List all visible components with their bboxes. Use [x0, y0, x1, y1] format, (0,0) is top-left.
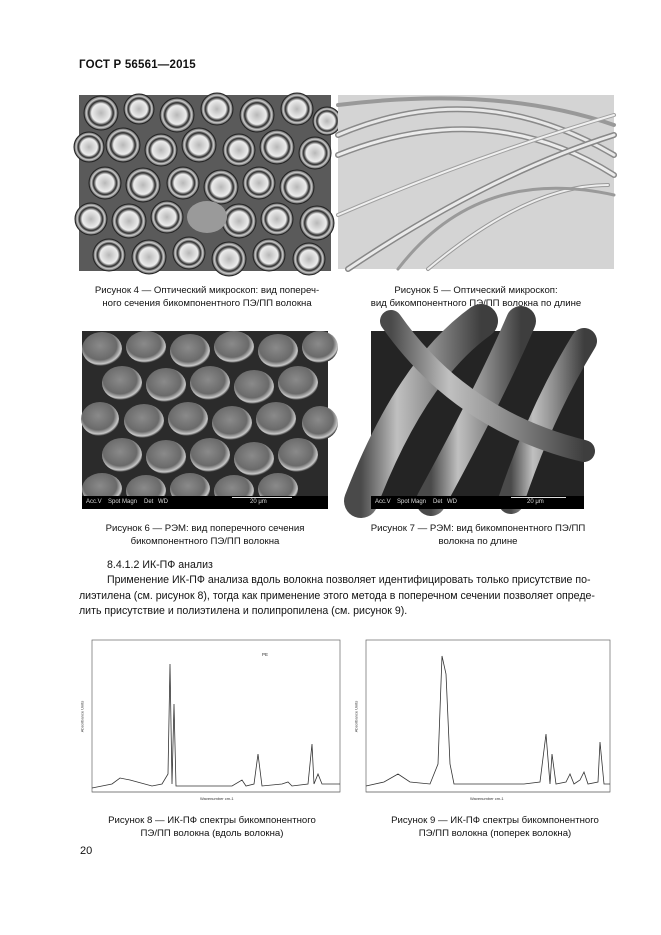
- sem-det-label: Det: [433, 499, 443, 505]
- body-line: лить присутствие и полиэтилена и полипропилена (см. рисунок 9).: [79, 605, 408, 617]
- body-line: Применение ИК-ПФ анализа вдоль волокна позволяет идентифицировать только присутствие по-: [107, 574, 591, 586]
- figure-6-image: [82, 331, 328, 509]
- sem-spot-label: Spot Magn: [108, 499, 138, 505]
- caption-line: Рисунок 5 — Оптический микроскоп:: [394, 285, 558, 296]
- body-line: лиэтилена (см. рисунок 8), тогда как применение этого метода в поперечном сечении позволяет опреде-: [79, 589, 595, 602]
- sem-wd-label: WD: [158, 499, 168, 505]
- figure-4-image: [79, 95, 331, 271]
- caption-line: Рисунок 9 — ИК-ПФ спектры бикомпонентного: [391, 815, 599, 826]
- caption-line: волокна по длине: [438, 536, 518, 547]
- figure-8-caption: [88, 814, 336, 840]
- caption-line: бикомпонентного ПЭ/ПП волокна: [130, 536, 280, 547]
- section-heading: 8.4.1.2 ИК-ПФ анализ: [107, 559, 213, 571]
- spectrum-x-axis-label: Wavenumber cm-1: [200, 796, 234, 801]
- ir-spectrum-chart: [354, 634, 616, 806]
- caption-line: Рисунок 7 — РЭМ: вид бикомпонентного ПЭ/ПП: [370, 523, 586, 534]
- ir-spectrum-chart: [82, 634, 344, 806]
- micrograph-fiber-length: [338, 95, 614, 269]
- caption-line: Рисунок 4 — Оптический микроскоп: вид попереч-: [94, 285, 320, 296]
- figure-7-caption: [360, 522, 596, 548]
- section-body: [79, 573, 619, 620]
- figure-8-spectrum: [79, 634, 344, 806]
- sem-accv-label: Acc.V: [86, 499, 102, 505]
- figure-9-spectrum: [354, 634, 616, 806]
- document-header: ГОСТ Р 56561—2015: [79, 59, 196, 71]
- figure-5-image: [338, 95, 614, 269]
- sem-accv-label: Acc.V: [375, 499, 391, 505]
- figure-9-caption: [370, 814, 620, 840]
- sem-wd-label: WD: [447, 499, 457, 505]
- spectrum-legend: PE: [262, 652, 269, 657]
- sem-scale-bar: [232, 497, 292, 498]
- caption-line: ПЭ/ПП волокна (поперек волокна): [418, 828, 572, 839]
- sem-scale-label: 20 μm: [250, 499, 267, 505]
- sem-det-label: Det: [144, 499, 154, 505]
- sem-fiber-length: [371, 331, 584, 496]
- figure-4-caption: [79, 284, 335, 310]
- sem-info-bar: [371, 496, 584, 509]
- spectrum-y-axis-label: Absorbance Units: [79, 700, 85, 733]
- caption-line: ПЭ/ПП волокна (вдоль волокна): [140, 828, 284, 839]
- figure-6-caption: [79, 522, 331, 548]
- micrograph-cross-section: [79, 95, 331, 271]
- sem-info-bar: [82, 496, 328, 509]
- caption-line: Рисунок 8 — ИК-ПФ спектры бикомпонентного: [108, 815, 316, 826]
- page-number: 20: [80, 845, 93, 857]
- sem-scale-label: 20 μm: [527, 499, 544, 505]
- spectrum-y-axis-label: Absorbance Units: [353, 700, 359, 733]
- caption-line: вид бикомпонентного ПЭ/ПП волокна по длине: [370, 298, 582, 309]
- caption-line: Рисунок 6 — РЭМ: вид поперечного сечения: [105, 523, 305, 534]
- sem-spot-label: Spot Magn: [397, 499, 427, 505]
- spectrum-x-axis-label: Wavenumber cm-1: [470, 796, 504, 801]
- caption-line: ного сечения бикомпонентного ПЭ/ПП волокна: [102, 298, 312, 309]
- sem-scale-bar: [511, 497, 566, 498]
- figure-7-image: [371, 331, 584, 509]
- sem-cross-section: [82, 331, 328, 496]
